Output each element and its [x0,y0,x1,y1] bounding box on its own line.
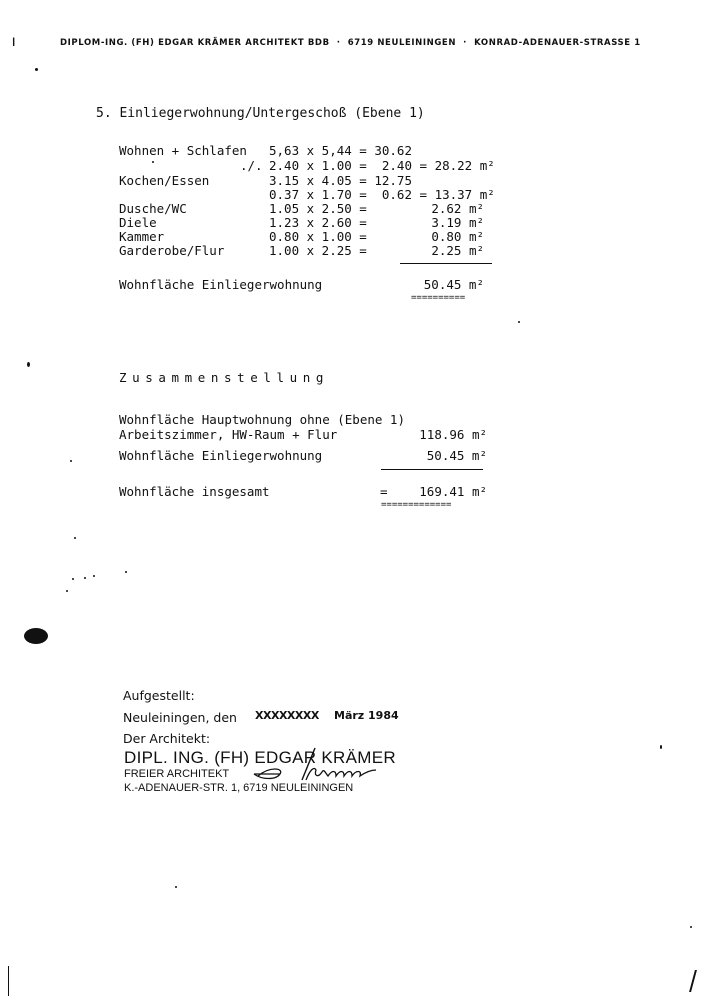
row-calc: 0.80 x 1.00 = [269,229,367,244]
stamp-title: FREIER ARCHITEKT [124,768,230,780]
speck [125,571,127,573]
speck [518,321,520,323]
row-label: Garderobe/Flur [119,243,225,258]
handwritten-signature [240,740,390,790]
row-calc: 2.40 x 1.00 = 2.40 = 28.22 m² [269,158,495,173]
row-label: Diele [119,215,157,230]
speck [84,577,86,579]
struck-out-date: XXXXXXXX [255,709,319,722]
summary-line: Arbeitszimmer, HW-Raum + Flur [119,427,338,442]
edge-mark [689,970,703,992]
ink-blot [24,628,48,644]
date-stamp: März 1984 [334,709,399,722]
total-label: Wohnfläche insgesamt [119,484,270,499]
row-total: 2.25 m² [431,243,484,258]
aufgestellt-label: Aufgestellt: [123,688,195,703]
stamp-name: DIPL. ING. (FH) EDGAR KRÄMER [124,748,396,767]
speck [175,886,177,888]
total-value: 169.41 m² [419,484,487,499]
row-total: 0.80 m² [431,229,484,244]
row-calc: 1.23 x 2.60 = [269,215,367,230]
row-total: 3.19 m² [431,215,484,230]
row-total: 2.62 m² [431,201,484,216]
speck [70,460,72,462]
double-rule: ========== [411,293,466,303]
total-equals: = [380,484,388,499]
summary-value: 118.96 m² [419,427,487,442]
row-calc: 1.00 x 2.25 = [269,243,367,258]
row-label: Kammer [119,229,165,244]
speck [152,161,154,163]
summary-value: 50.45 m² [426,448,487,463]
row-label: ./. [240,158,263,173]
letterhead: DIPLOM-ING. (FH) EDGAR KRÄMER ARCHITEKT BDB · 6719 NEULEININGEN · KONRAD-ADENAUER-STRASSE 1 [60,38,641,48]
sum-label: Wohnfläche Einliegerwohnung [119,277,323,292]
edge-line [8,966,9,996]
row-calc: 5,63 x 5,44 = 30.62 [269,143,412,158]
sum-rule [400,263,492,264]
row-calc: 1.05 x 2.50 = [269,201,367,216]
margin-mark: ❙ [10,37,18,47]
summary-title: Zusammenstellung [119,370,330,385]
row-calc: 3.15 x 4.05 = 12.75 [269,173,412,188]
speck [72,578,74,580]
place-date-prefix: Neuleiningen, den [123,710,237,725]
speck [690,926,692,928]
row-label: Kochen/Essen [119,173,210,188]
stamp-address: K.-ADENAUER-STR. 1, 6719 NEULEININGEN [124,782,354,794]
sum-value: 50.45 m² [423,277,484,292]
speck [93,575,95,577]
row-label: Dusche/WC [119,201,187,216]
speck [35,68,38,71]
row-label: Wohnen + Schlafen [119,143,247,158]
row-calc: 0.37 x 1.70 = 0.62 = 13.37 m² [269,187,495,202]
total-rule [381,469,483,470]
summary-line: Wohnfläche Einliegerwohnung [119,448,323,463]
speck [66,590,68,592]
double-rule: ============= [381,500,452,510]
speck [27,362,30,367]
speck [74,537,76,539]
section-title: 5. Einliegerwohnung/Untergeschoß (Ebene 1) [96,106,425,121]
architect-label: Der Architekt: [123,731,211,746]
summary-line: Wohnfläche Hauptwohnung ohne (Ebene 1) [119,412,405,427]
speck [660,745,662,749]
